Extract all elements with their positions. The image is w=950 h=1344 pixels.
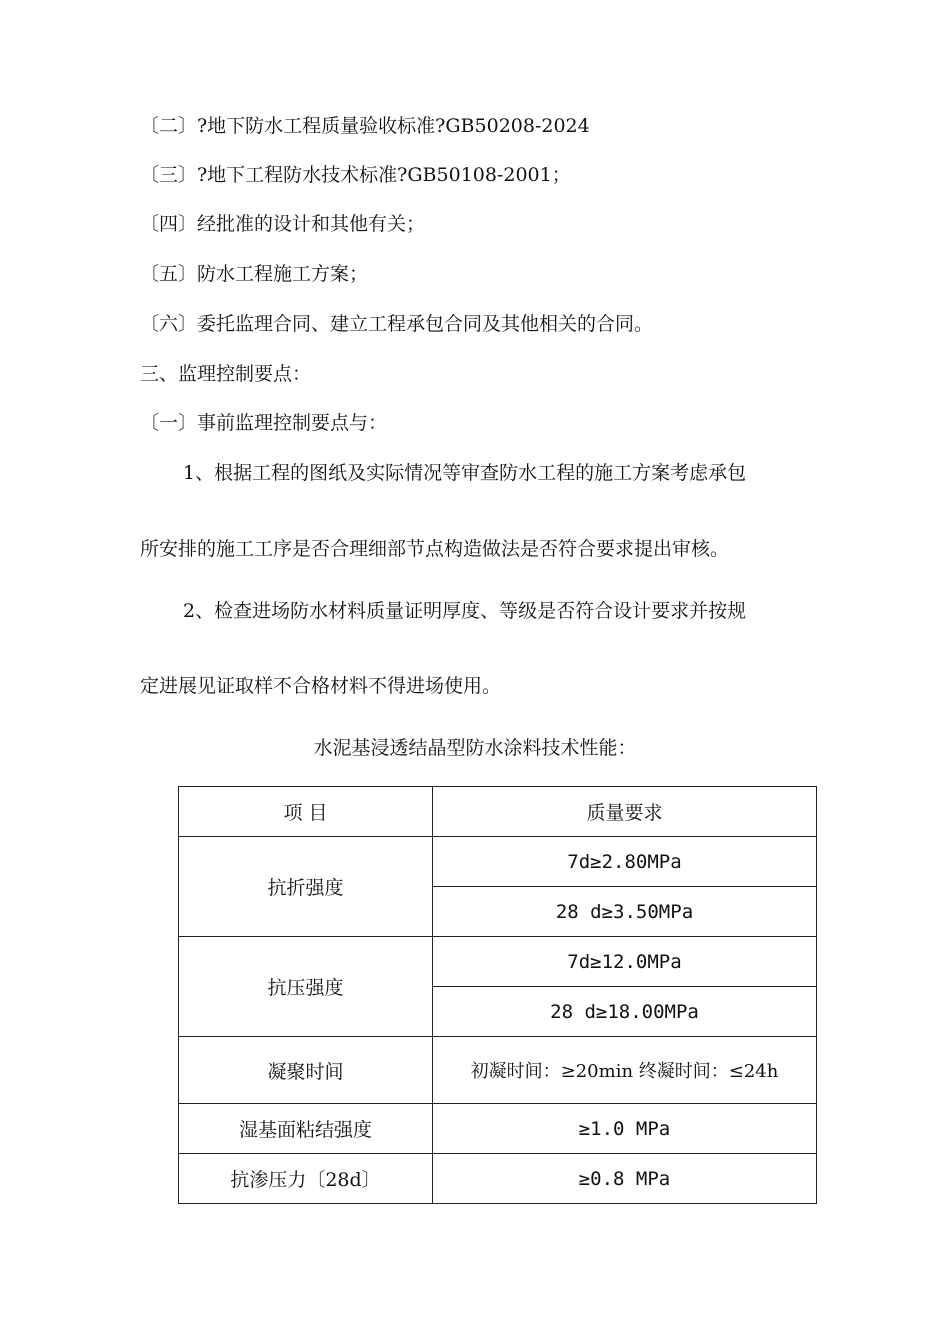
paragraph-2-line-2: 定进展见证取样不合格材料不得进场使用。 xyxy=(140,675,502,697)
row-value: ≥1.0 MPa xyxy=(433,1104,817,1154)
spec-table xyxy=(178,786,817,1204)
row-value: 7d≥2.80MPa xyxy=(433,837,817,887)
table-row xyxy=(179,1154,817,1204)
row-label-impermeability: 抗渗压力〔28d〕 xyxy=(179,1154,433,1204)
paragraph-2-line-1: 2、检查进场防水材料质量证明厚度、等级是否符合设计要求并按规 xyxy=(183,600,747,622)
reference-item-5: 〔五〕防水工程施工方案； xyxy=(140,263,369,285)
row-value: 28 d≥18.00MPa xyxy=(433,987,817,1037)
section-heading: 三、监理控制要点： xyxy=(140,363,312,385)
row-value: 初凝时间：≥20min 终凝时间：≤24h xyxy=(433,1037,817,1104)
row-label-setting: 凝聚时间 xyxy=(179,1037,433,1104)
reference-item-2: 〔二〕?地下防水工程质量验收标准?GB50208-2024 xyxy=(140,115,590,137)
row-label-compressive: 抗压强度 xyxy=(179,937,433,1037)
table-row xyxy=(179,937,817,987)
row-label-flexural: 抗折强度 xyxy=(179,837,433,937)
paragraph-1-line-2: 所安排的施工工序是否合理细部节点构造做法是否符合要求提出审核。 xyxy=(140,538,730,560)
row-value: ≥0.8 MPa xyxy=(433,1154,817,1204)
reference-item-6: 〔六〕委托监理合同、建立工程承包合同及其他相关的合同。 xyxy=(140,313,654,335)
reference-item-4: 〔四〕经批准的设计和其他有关； xyxy=(140,213,426,235)
row-value: 7d≥12.0MPa xyxy=(433,937,817,987)
table-row xyxy=(179,1037,817,1104)
table-row xyxy=(179,1104,817,1154)
paragraph-1-line-1: 1、根据工程的图纸及实际情况等审查防水工程的施工方案考虑承包 xyxy=(183,462,747,484)
header-item: 项 目 xyxy=(179,787,433,837)
row-value: 28 d≥3.50MPa xyxy=(433,887,817,937)
row-label-bond: 湿基面粘结强度 xyxy=(179,1104,433,1154)
table-row xyxy=(179,837,817,887)
table-caption: 水泥基浸透结晶型防水涂料技术性能： xyxy=(313,737,637,759)
subsection-heading: 〔一〕事前监理控制要点与： xyxy=(140,412,388,434)
reference-item-3: 〔三〕?地下工程防水技术标准?GB50108-2001； xyxy=(140,164,571,186)
header-requirement: 质量要求 xyxy=(433,787,817,837)
table-header-row xyxy=(179,787,817,837)
